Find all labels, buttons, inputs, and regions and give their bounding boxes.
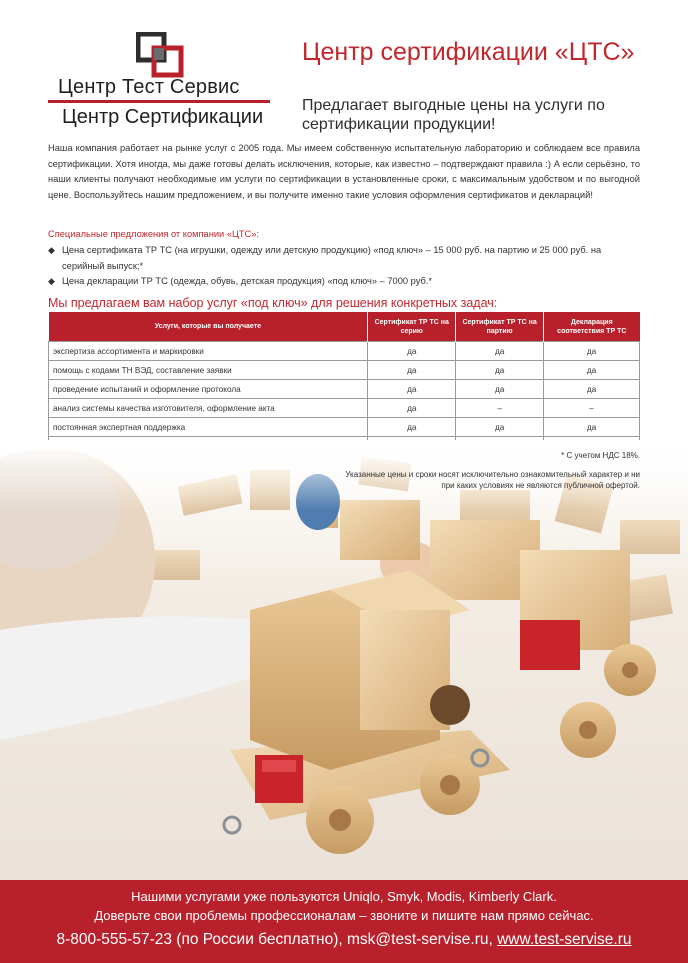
- table-cell: да: [368, 361, 456, 380]
- services-table: [48, 312, 640, 456]
- table-row: [49, 399, 640, 418]
- page-subtitle: Предлагает выгодные цены на услуги по сертификации продукции!: [302, 97, 605, 133]
- table-cell: да: [544, 361, 640, 380]
- table-cell: да: [456, 380, 544, 399]
- contact-phone-email: 8-800-555-57-23 (по России бесплатно), msk@test-servise.ru,: [56, 931, 493, 948]
- logo-text-line1: Центр Тест Сервис: [58, 76, 240, 98]
- table-cell: постоянная экспертная поддержка: [49, 418, 368, 437]
- table-cell: –: [544, 399, 640, 418]
- table-row: [49, 342, 640, 361]
- table-cell: да: [368, 342, 456, 361]
- offer-text: Цена декларации ТР ТС (одежда, обувь, детская продукция) «под ключ» – 7000 руб.*: [62, 276, 432, 286]
- table-cell: да: [456, 342, 544, 361]
- table-cell: помощь с кодами ТН ВЭД, составление заявки: [49, 361, 368, 380]
- table-cell: да: [456, 418, 544, 437]
- logo-text-line2: Центр Сертификации: [62, 106, 264, 128]
- intro-paragraph: Наша компания работает на рынке услуг с 2005 года. Мы имеем собственную испытательную лабораторию и соблюдаем все правила сертификации. Хотя иногда, мы даже готовы делать исключения, которые, как известно – подтверждают правила :) А если серьёзно, то наши клиенты получают необходимые им услуги по сертификации в установленные сроки, с максимальным удобством и по выгодной цене. Воспользуйтесь нашим предложением, и вы получите именно такие условия оформления сертификатов и деклараций!: [48, 143, 640, 200]
- table-cell: экспертиза ассортимента и маркировки: [49, 342, 368, 361]
- table-cell: да: [368, 418, 456, 437]
- company-logo: [48, 28, 274, 132]
- diamond-bullet-icon: ◆: [48, 245, 55, 255]
- logo-squares-icon: [136, 32, 184, 78]
- offer-text: Цена сертификата ТР ТС (на игрушки, одежду или детскую продукцию) «под ключ» – 15 000 руб. на партию и 25 000 руб. на серийный выпуск;*: [62, 245, 602, 271]
- table-cell: да: [544, 380, 640, 399]
- offer-item: [48, 274, 640, 290]
- footer-call-to-action: Доверьте свои проблемы профессионалам – звоните и пишите нам прямо сейчас.: [94, 908, 594, 923]
- table-row: [49, 380, 640, 399]
- table-cell: да: [544, 418, 640, 437]
- vat-note: * С учетом НДС 18%.: [561, 451, 640, 460]
- offers-list: [48, 243, 640, 290]
- table-row: [49, 418, 640, 437]
- footer-banner: [0, 880, 688, 963]
- table-header-row: [49, 312, 640, 342]
- website-link[interactable]: www.test-servise.ru: [497, 931, 632, 948]
- column-header: Услуги, которые вы получаете: [49, 312, 368, 342]
- table-cell: да: [456, 361, 544, 380]
- table-row: [49, 361, 640, 380]
- diamond-bullet-icon: ◆: [48, 276, 55, 286]
- wooden-toy-train-image: [0, 440, 688, 880]
- table-cell: да: [368, 380, 456, 399]
- column-header: Декларация соответствия ТР ТС: [544, 312, 640, 342]
- services-section-title: Мы предлагаем вам набор услуг «под ключ» для решения конкретных задач:: [48, 296, 498, 310]
- table-cell: да: [544, 342, 640, 361]
- table-cell: –: [456, 399, 544, 418]
- price-disclaimer: Указанные цены и сроки носят исключительно ознакомительный характер и ни при каких условиях не являются публичной офертой.: [345, 470, 640, 490]
- footer-clients-text: Нашими услугами уже пользуются Uniqlo, Smyk, Modis, Kimberly Clark.: [131, 889, 557, 904]
- table-cell: проведение испытаний и оформление протокола: [49, 380, 368, 399]
- table-cell: да: [368, 399, 456, 418]
- column-header: Сертификат ТР ТС на партию: [456, 312, 544, 342]
- offers-title: Специальные предложения от компании «ЦТС»:: [48, 229, 260, 239]
- offer-item: [48, 243, 640, 274]
- logo-divider: [48, 100, 270, 103]
- table-cell: анализ системы качества изготовителя, оформление акта: [49, 399, 368, 418]
- page-title: Центр сертификации «ЦТС»: [302, 38, 635, 66]
- footer-contacts: [0, 931, 688, 949]
- column-header: Сертификат ТР ТС на серию: [368, 312, 456, 342]
